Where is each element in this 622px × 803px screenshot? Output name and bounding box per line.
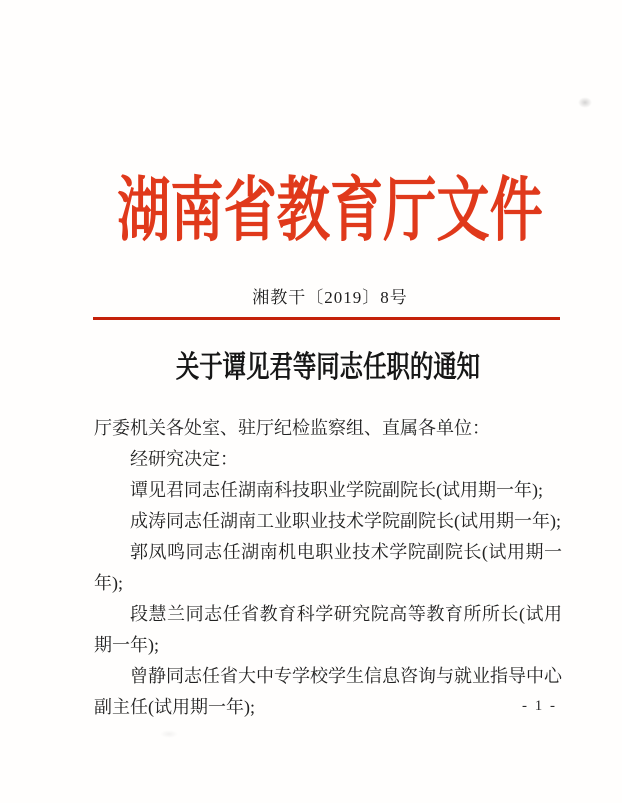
body-paragraph: 曾静同志任省大中专学校学生信息咨询与就业指导中心副主任(试用期一年); <box>94 666 562 717</box>
body-paragraph: 成涛同志任湖南工业职业技术学院副院长(试用期一年); <box>130 511 561 531</box>
recipients-line: 厅委机关各处室、驻厅纪检监察组、直属各单位： <box>94 418 490 438</box>
agency-header-title: 湖南省教育厅文件 <box>117 173 543 250</box>
body-paragraph: 郭凤鸣同志任湖南机电职业技术学院副院长(试用期一年); <box>94 542 562 593</box>
body-paragraph: 经研究决定： <box>130 449 238 469</box>
scan-smudge <box>578 97 592 108</box>
document-body <box>94 413 562 723</box>
red-divider-line <box>93 317 560 320</box>
page-number: - 1 - <box>522 698 557 714</box>
body-paragraph: 段慧兰同志任省教育科学研究院高等教育所所长(试用期一年); <box>94 604 562 655</box>
appointment-paragraphs <box>94 444 562 723</box>
body-paragraph: 谭见君同志任湖南科技职业学院副院长(试用期一年); <box>130 480 543 500</box>
scan-smudge <box>160 730 178 738</box>
document-number: 湘教干〔2019〕8号 <box>252 288 408 307</box>
document-title: 关于谭见君等同志任职的通知 <box>175 350 481 385</box>
